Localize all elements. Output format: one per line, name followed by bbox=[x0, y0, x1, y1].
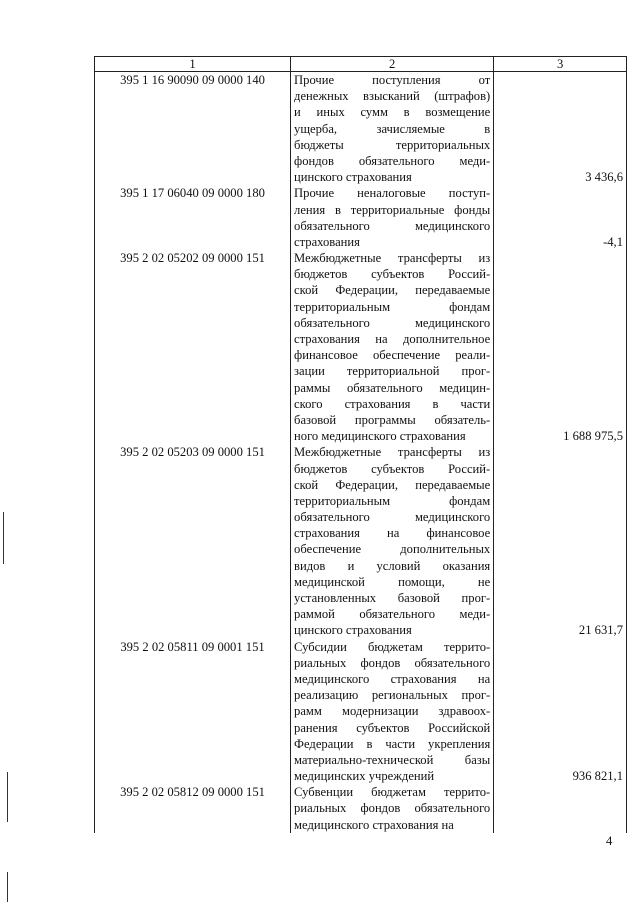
revenue-description bbox=[291, 185, 494, 250]
description-line: Межбюджетные трансферты из bbox=[294, 445, 491, 460]
amount-value: 936 821,1 bbox=[494, 639, 627, 785]
description-line: рамм модернизации здравоох- bbox=[294, 704, 491, 719]
table-row bbox=[95, 444, 627, 638]
scan-margin-mark bbox=[7, 872, 8, 902]
column-header-2: 2 bbox=[291, 57, 494, 72]
description-line: раммой обязательного меди- bbox=[294, 607, 491, 622]
amount-value bbox=[494, 784, 627, 833]
scan-margin-mark bbox=[7, 772, 8, 822]
description-line: территориальным фондам bbox=[294, 493, 491, 508]
amount-value: 21 631,7 bbox=[494, 444, 627, 638]
table-header-row bbox=[95, 57, 627, 72]
description-line: медицинского страхования на bbox=[294, 671, 491, 686]
amount-value: 1 688 975,5 bbox=[494, 250, 627, 444]
amount-value: -4,1 bbox=[494, 185, 627, 250]
description-line: фондов обязательного меди- bbox=[294, 153, 491, 168]
description-line: риальных фондов обязательного bbox=[294, 801, 491, 816]
description-line: базовой программы обязатель- bbox=[294, 412, 491, 427]
description-line: ущерба, зачисляемые в bbox=[294, 121, 491, 136]
scan-margin-mark bbox=[3, 512, 4, 564]
description-line: цинского страхования bbox=[294, 623, 412, 638]
description-line: финансовое обеспечение реали- bbox=[294, 348, 491, 363]
description-line: бюджетов субъектов Россий- bbox=[294, 267, 491, 282]
revenue-description bbox=[291, 250, 494, 444]
revenue-description bbox=[291, 639, 494, 785]
table-row bbox=[95, 639, 627, 785]
amount-value: 3 436,6 bbox=[494, 72, 627, 186]
description-line: денежных взысканий (штрафов) bbox=[294, 89, 491, 104]
description-line: материально-технической базы bbox=[294, 752, 491, 767]
description-line: обеспечение дополнительных bbox=[294, 542, 491, 557]
description-line: обязательного медицинского bbox=[294, 510, 491, 525]
description-line: Межбюджетные трансферты из bbox=[294, 251, 491, 266]
column-header-1: 1 bbox=[95, 57, 291, 72]
description-line: Прочие поступления от bbox=[294, 73, 491, 87]
page-number: 4 bbox=[606, 834, 613, 848]
budget-code: 395 2 02 05203 09 0000 151 bbox=[95, 444, 291, 638]
description-line: медицинской помощи, не bbox=[294, 574, 491, 589]
description-line: обязательного медицинского bbox=[294, 218, 491, 233]
description-line: медицинских учреждений bbox=[294, 769, 435, 784]
description-line: бюджеты территориальных bbox=[294, 137, 491, 152]
budget-code: 395 1 16 90090 09 0000 140 bbox=[95, 72, 291, 186]
description-line: страхования bbox=[294, 234, 360, 249]
description-line: ской Федерации, передаваемые bbox=[294, 283, 491, 298]
table-row bbox=[95, 185, 627, 250]
description-line: Федерации в части укрепления bbox=[294, 736, 491, 751]
description-line: Субвенции бюджетам террито- bbox=[294, 785, 491, 800]
budget-code: 395 2 02 05202 09 0000 151 bbox=[95, 250, 291, 444]
revenue-table bbox=[94, 56, 627, 833]
description-line: ского страхования в части bbox=[294, 396, 491, 411]
table-row bbox=[95, 250, 627, 444]
description-line: зации территориальной прог- bbox=[294, 364, 491, 379]
table-body bbox=[95, 72, 627, 833]
description-line: страхования на дополнительное bbox=[294, 332, 491, 346]
description-line: цинского страхования bbox=[294, 170, 412, 185]
revenue-description bbox=[291, 784, 494, 833]
description-line: обязательного медицинского bbox=[294, 315, 491, 330]
description-line: реализацию региональных прог- bbox=[294, 688, 491, 703]
description-line: Прочие неналоговые поступ- bbox=[294, 186, 491, 201]
description-line: ления в территориальные фонды bbox=[294, 202, 491, 217]
description-line: страхования на финансовое bbox=[294, 526, 491, 541]
description-line: территориальным фондам bbox=[294, 299, 491, 314]
revenue-description bbox=[291, 444, 494, 638]
budget-code: 395 1 17 06040 09 0000 180 bbox=[95, 185, 291, 250]
column-header-3: 3 bbox=[494, 57, 627, 72]
description-line: видов и условий оказания bbox=[294, 558, 491, 573]
description-line: ного медицинского страхования bbox=[294, 429, 466, 444]
description-line: и иных сумм в возмещение bbox=[294, 105, 491, 120]
description-line: ской Федерации, передаваемые bbox=[294, 477, 491, 492]
revenue-description bbox=[291, 72, 494, 186]
description-line: ранения субъектов Российской bbox=[294, 720, 491, 735]
description-line: Субсидии бюджетам террито- bbox=[294, 639, 491, 654]
description-line: установленных базовой прог- bbox=[294, 591, 491, 605]
budget-code: 395 2 02 05812 09 0000 151 bbox=[95, 784, 291, 833]
table-row bbox=[95, 784, 627, 833]
description-line: бюджетов субъектов Россий- bbox=[294, 461, 491, 476]
budget-code: 395 2 02 05811 09 0001 151 bbox=[95, 639, 291, 785]
description-line: риальных фондов обязательного bbox=[294, 655, 491, 670]
description-line: медицинского страхования на bbox=[294, 817, 454, 832]
description-line: раммы обязательного медицин- bbox=[294, 380, 491, 395]
table-row bbox=[95, 72, 627, 186]
